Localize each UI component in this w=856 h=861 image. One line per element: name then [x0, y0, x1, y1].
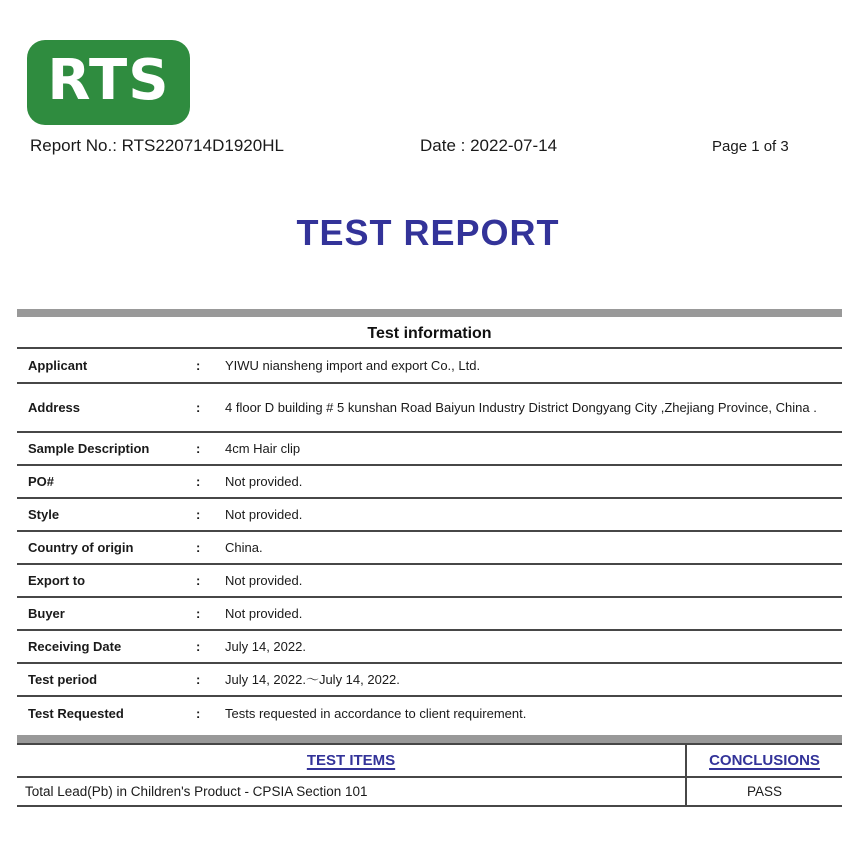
- row-colon: :: [196, 606, 201, 621]
- results-table-row: [17, 778, 842, 807]
- table-row: [17, 532, 842, 565]
- report-date: [420, 136, 557, 156]
- row-value: 4cm Hair clip: [225, 440, 301, 456]
- row-label: Style: [28, 507, 60, 522]
- rts-logo: [27, 40, 190, 125]
- row-label: PO#: [28, 474, 55, 489]
- row-colon: :: [196, 540, 201, 555]
- rts-logo-text: RTS: [47, 47, 170, 113]
- results-section: [17, 735, 842, 807]
- row-value: Not provided.: [225, 506, 303, 522]
- row-label: Receiving Date: [28, 639, 122, 654]
- row-value: Tests requested in accordance to client requirement.: [225, 705, 527, 721]
- report-date-label: Date :: [420, 136, 466, 155]
- row-label: Applicant: [28, 358, 88, 373]
- table-row: [17, 349, 842, 384]
- row-label: Test Requested: [28, 706, 124, 721]
- row-colon: :: [196, 573, 201, 588]
- table-row: [17, 384, 842, 433]
- row-value: July 14, 2022.: [225, 638, 306, 654]
- row-value: China.: [225, 539, 263, 555]
- test-items-header-cell: [17, 745, 687, 776]
- row-label: Buyer: [28, 606, 65, 621]
- table-row: [17, 664, 842, 697]
- row-value: YIWU niansheng import and export Co., Ltd.: [225, 357, 481, 373]
- page-title: TEST REPORT: [296, 212, 560, 253]
- row-colon: :: [196, 706, 201, 721]
- test-item-cell: Total Lead(Pb) in Children's Product - CPSIA Section 101: [17, 778, 687, 805]
- results-table: [17, 743, 842, 807]
- report-meta-row: [0, 136, 856, 160]
- table-row: [17, 499, 842, 532]
- report-date-value: 2022-07-14: [470, 136, 558, 155]
- row-label: Test period: [28, 672, 98, 687]
- row-label: Export to: [28, 573, 86, 588]
- table-row: [17, 598, 842, 631]
- row-value: Not provided.: [225, 572, 303, 588]
- row-colon: :: [196, 639, 201, 654]
- table-row: [17, 433, 842, 466]
- table-row: [17, 466, 842, 499]
- report-number-value: RTS220714D1920HL: [121, 136, 284, 155]
- row-value: 4 floor D building # 5 kunshan Road Baiyun Industry District Dongyang City ,Zhejiang Province, China .: [225, 399, 817, 415]
- report-number: [30, 136, 284, 156]
- page-indicator: Page 1 of 3: [712, 138, 789, 155]
- row-colon: :: [196, 474, 201, 489]
- test-information-heading: Test information: [17, 317, 842, 349]
- section-divider-bar-top: [17, 309, 842, 317]
- row-colon: :: [196, 400, 201, 415]
- conclusion-cell: PASS: [746, 784, 782, 799]
- row-label: Sample Description: [28, 441, 150, 456]
- row-value: Not provided.: [225, 605, 303, 621]
- conclusions-header-label: CONCLUSIONS: [709, 752, 820, 769]
- row-label: Address: [28, 400, 81, 415]
- section-divider-bar-bottom: [17, 735, 842, 743]
- row-value: July 14, 2022.～July 14, 2022.: [225, 671, 400, 687]
- results-table-header: [17, 745, 842, 778]
- conclusions-header-cell: [687, 745, 842, 776]
- report-number-label: Report No.:: [30, 136, 117, 155]
- test-items-header-label: TEST ITEMS: [306, 752, 396, 769]
- row-colon: :: [196, 441, 201, 456]
- table-row: [17, 697, 842, 730]
- test-information-table: [17, 317, 842, 730]
- row-colon: :: [196, 507, 201, 522]
- table-row: [17, 565, 842, 598]
- row-label: Country of origin: [28, 540, 134, 555]
- row-colon: :: [196, 672, 201, 687]
- table-row: [17, 631, 842, 664]
- row-value: Not provided.: [225, 473, 303, 489]
- row-colon: :: [196, 358, 201, 373]
